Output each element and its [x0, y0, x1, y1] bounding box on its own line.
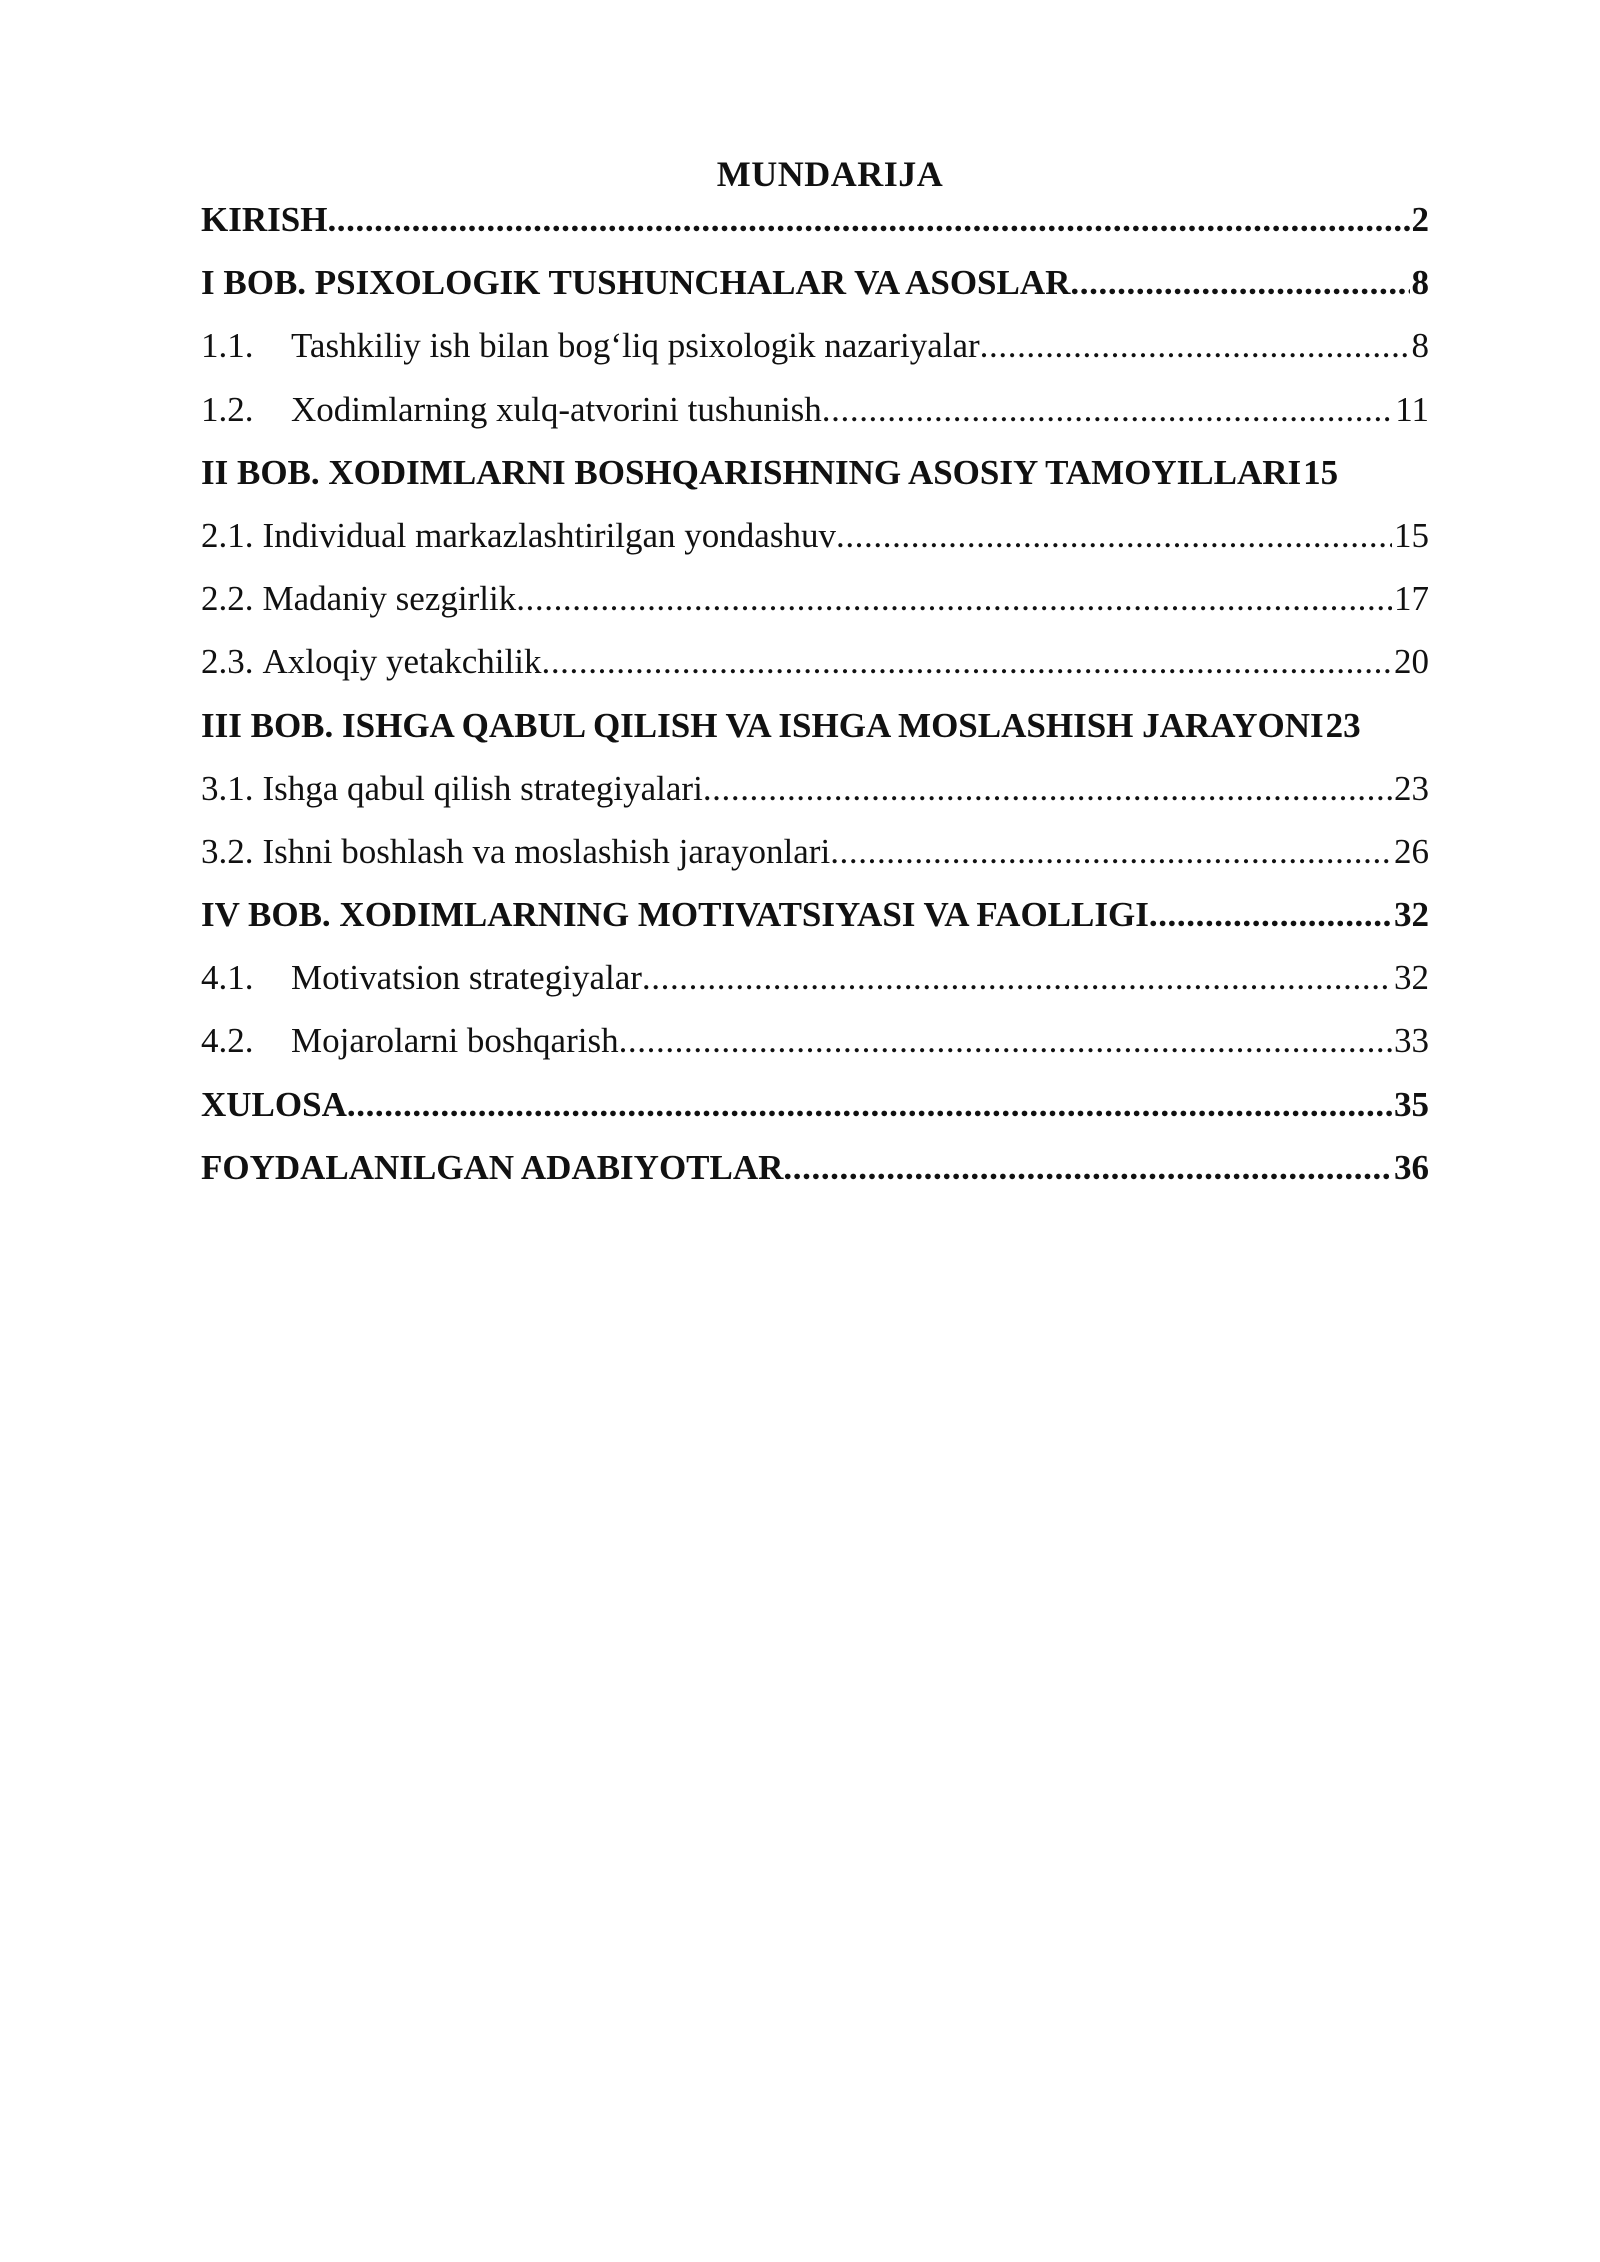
toc-entry-title: IV BOB. XODIMLARNING MOTIVATSIYASI VA FAOLLIGI [201, 895, 1149, 935]
toc-entry-page-number: 11 [1395, 389, 1429, 429]
toc-entry [201, 514, 1429, 577]
toc-entry [201, 704, 1429, 767]
toc-entry-title: Ishga qabul qilish strategiyalari [262, 768, 703, 808]
toc-entry-number: 1.2. [201, 389, 254, 429]
toc-entry-page-number: 23 [1394, 768, 1429, 808]
toc-entry [201, 893, 1429, 956]
toc-dot-leader [783, 1146, 1392, 1190]
toc-entry-number: 4.2. [201, 1021, 254, 1061]
toc-entry-number: 3.2. [201, 831, 254, 871]
toc-entry-page-number: 32 [1394, 958, 1429, 998]
toc-entry-page-number: 26 [1394, 831, 1429, 871]
toc-entry-title: Mojarolarni boshqarish [291, 1021, 619, 1061]
toc-dot-leader [619, 1019, 1392, 1063]
toc-entry-title: Axloqiy yetakchilik [262, 642, 542, 682]
toc-entry-title: II BOB. XODIMLARNI BOSHQARISHNING ASOSIY TAMOYILLARI [201, 452, 1302, 492]
toc-entry-number: 2.2. [201, 579, 254, 619]
toc-entry-page-number: 15 [1303, 452, 1339, 492]
toc-entry-page-number: 15 [1394, 515, 1429, 555]
toc-entry-page-number: 8 [1411, 263, 1429, 303]
toc-entry-number: 2.3. [201, 642, 254, 682]
toc-entry [201, 640, 1429, 703]
toc-entry-title: XULOSA [201, 1084, 347, 1124]
toc-entry-title: FOYDALANILGAN ADABIYOTLAR [201, 1147, 784, 1187]
toc-entry [201, 324, 1429, 387]
toc-entry-page-number: 23 [1325, 705, 1361, 745]
toc-entry [201, 830, 1429, 893]
toc-dot-leader [347, 1083, 1392, 1127]
toc-entry-title: Tashkiliy ish bilan bog‘liq psixologik nazariyalar [291, 326, 980, 366]
toc-entry-title: KIRISH [201, 200, 328, 239]
toc-dot-leader [822, 388, 1394, 432]
toc-dot-leader [541, 640, 1392, 684]
toc-dot-leader [516, 577, 1392, 621]
toc-entry [201, 388, 1429, 451]
toc-entry [201, 261, 1429, 324]
toc-dot-leader [836, 514, 1392, 558]
toc-entry [201, 451, 1429, 514]
toc-entry-number: 1.1. [201, 326, 254, 366]
toc-dot-leader [1149, 893, 1392, 937]
toc-entry-page-number: 36 [1394, 1147, 1429, 1187]
toc-entry-page-number: 32 [1394, 895, 1429, 935]
toc-entry-page-number: 2 [1411, 200, 1429, 239]
table-of-contents [201, 198, 1429, 1209]
toc-entry [201, 767, 1429, 830]
toc-entry [201, 1146, 1429, 1209]
toc-entry-title: Individual markazlashtirilgan yondashuv [262, 515, 836, 555]
toc-entry-title: III BOB. ISHGA QABUL QILISH VA ISHGA MOSLASHISH JARAYONI [201, 705, 1324, 745]
toc-dot-leader [642, 956, 1392, 1000]
toc-entry [201, 198, 1429, 261]
toc-entry-title: I BOB. PSIXOLOGIK TUSHUNCHALAR VA ASOSLAR [201, 263, 1071, 303]
toc-dot-leader [980, 324, 1410, 368]
toc-entry-title: Madaniy sezgirlik [262, 579, 517, 619]
toc-entry [201, 956, 1429, 1019]
toc-entry-page-number: 35 [1394, 1084, 1429, 1124]
toc-dot-leader [327, 198, 1409, 242]
toc-dot-leader [830, 830, 1392, 874]
toc-dot-leader [703, 767, 1392, 811]
toc-entry-title: Ishni boshlash va moslashish jarayonlari [262, 831, 831, 871]
toc-entry-number: 4.1. [201, 958, 254, 998]
toc-dot-leader [1070, 261, 1409, 305]
toc-entry-page-number: 17 [1394, 579, 1429, 619]
toc-entry-number: 2.1. [201, 515, 254, 555]
toc-entry-number: 3.1. [201, 768, 254, 808]
toc-entry [201, 577, 1429, 640]
toc-entry-page-number: 8 [1411, 326, 1429, 366]
toc-entry-title: Motivatsion strategiyalar [291, 958, 642, 998]
toc-entry [201, 1083, 1429, 1146]
toc-title: MUNDARIJA [716, 154, 944, 194]
toc-entry-page-number: 33 [1394, 1021, 1429, 1061]
toc-entry-page-number: 20 [1394, 642, 1429, 682]
toc-entry-title: Xodimlarning xulq-atvorini tushunish [291, 389, 822, 429]
toc-entry [201, 1019, 1429, 1082]
